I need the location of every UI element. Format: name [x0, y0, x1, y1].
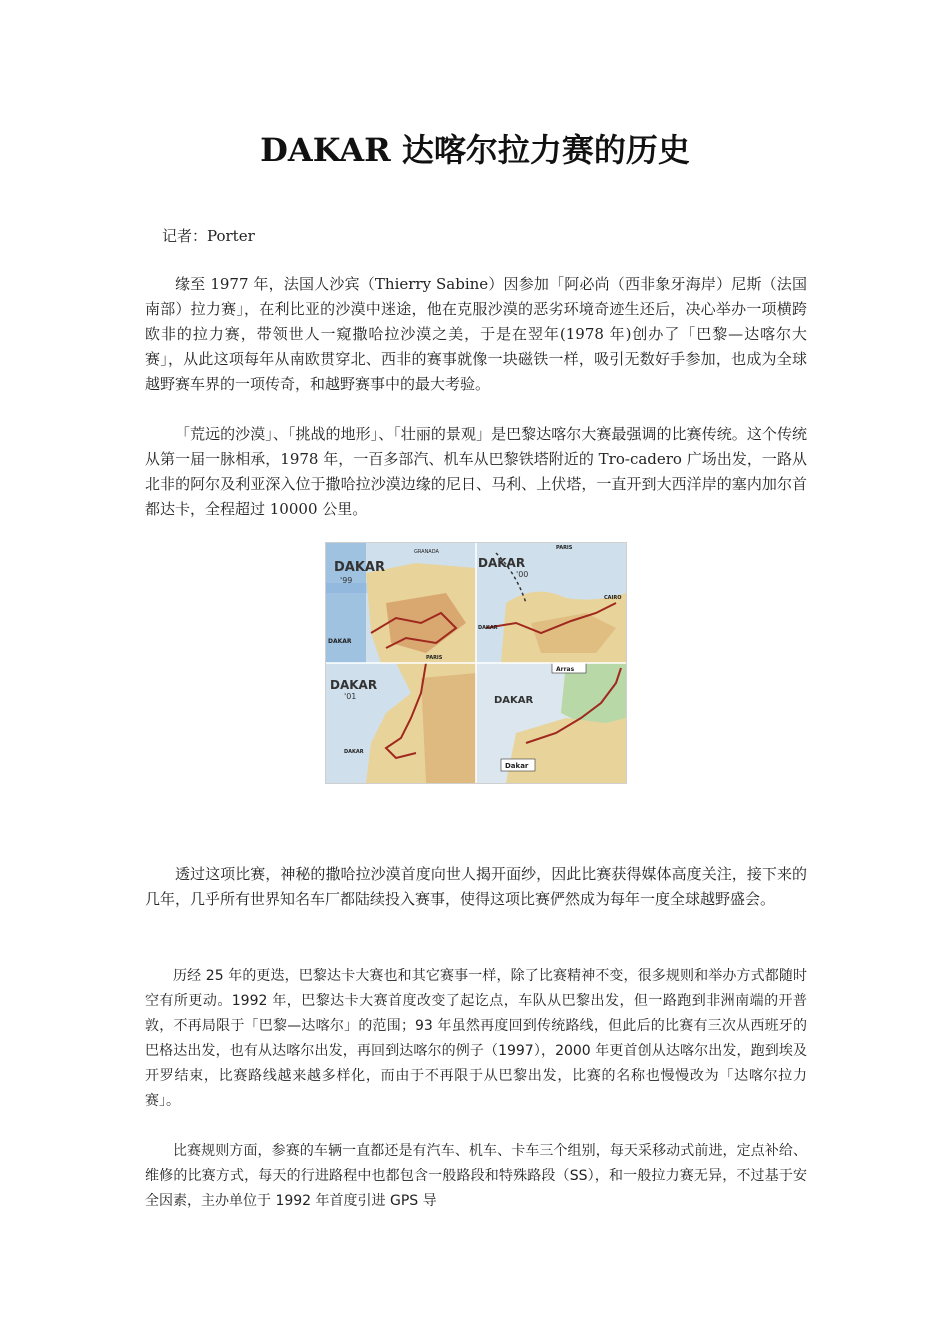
map-panel-2002	[476, 663, 626, 783]
route-maps-image	[326, 543, 626, 783]
panel-2001-logo: DAKAR	[330, 678, 378, 692]
panel-2002-logo: DAKAR	[494, 695, 534, 706]
label-granada: GRANADA	[414, 549, 439, 555]
map-panel-1999	[326, 543, 476, 663]
paragraph-tradition: 「荒远的沙漠」、「挑战的地形」、「壮丽的景观」是巴黎达喀尔大赛最强调的比赛传统。这个传统从第一届一脉相承，1978 年，一百多部汽、机车从巴黎铁塔附近的 Tro-cadero 广场出发，一路从北非的阿尔及利亚深入位于撒哈拉沙漠边缘的尼日、马利、上伏塔，一直开到大西洋岸的塞内加尔首都达卡，全程超过 10000 公里。	[145, 425, 807, 518]
label-cairo: CAIRO	[604, 595, 622, 601]
document-title: DAKAR 达喀尔拉力赛的历史	[260, 131, 690, 169]
reporter-byline: 记者：Porter	[162, 227, 255, 245]
rally-route-maps-figure	[325, 542, 627, 784]
panel-2000-year: '00	[516, 570, 529, 579]
paragraph-media-attention: 透过这项比赛，神秘的撒哈拉沙漠首度向世人揭开面纱，因此比赛获得媒体高度关注，接下来的几年，几乎所有世界知名车厂都陆续投入赛事，使得这项比赛俨然成为每年一度全球越野盛会。	[145, 865, 807, 908]
label-dakar-1999: DAKAR	[328, 638, 352, 645]
label-paris-2001: PARIS	[426, 655, 443, 661]
label-dakar-2001: DAKAR	[344, 749, 364, 755]
label-paris-2000: PARIS	[556, 545, 573, 551]
panel-1999-logo: DAKAR	[334, 560, 385, 575]
label-dakar-2000: DAKAR	[478, 625, 498, 631]
map-panel-2000	[476, 543, 626, 663]
panel-2001-year: '01	[344, 692, 357, 701]
label-dakar-box: Dakar	[505, 762, 529, 770]
label-arras: Arras	[556, 666, 575, 673]
panel-1999-year: '99	[340, 576, 353, 585]
paragraph-rules: 比赛规则方面，参赛的车辆一直都还是有汽车、机车、卡车三个组别，每天采移动式前进，定点补给、维修的比赛方式，每天的行进路程中也都包含一般路段和特殊路段（SS），和一般拉力赛无异，不过基于安全因素，主办单位于 1992 年首度引进 GPS 导	[145, 1143, 807, 1209]
paragraph-origin: 缘至 1977 年，法国人沙宾（Thierry Sabine）因参加「阿必尚（西非象牙海岸）尼斯（法国南部）拉力赛」，在利比亚的沙漠中迷途，他在克服沙漠的恶劣环境奇迹生还后，决心举办一项横跨欧非的拉力赛，带领世人一窥撒哈拉沙漠之美，于是在翌年(1978 年)创办了「巴黎—达喀尔大赛」，从此这项每年从南欧贯穿北、西非的赛事就像一块磁铁一样，吸引无数好手参加，也成为全球越野赛车界的一项传奇，和越野赛事中的最大考验。	[145, 275, 807, 393]
panel-2000-logo: DAKAR	[478, 556, 526, 570]
paragraph-route-changes: 历经 25 年的更迭，巴黎达卡大赛也和其它赛事一样，除了比赛精神不变，很多规则和举办方式都随时空有所更动。1992 年，巴黎达卡大赛首度改变了起讫点，车队从巴黎出发，但一路跑到非洲南端的开普敦，不再局限于「巴黎—达喀尔」的范围；93 年虽然再度回到传统路线，但此后的比赛有三次从西班牙的巴格达出发，也有从达喀尔出发，再回到达喀尔的例子（1997），2000 年更首创从达喀尔出发，跑到埃及开罗结束，比赛路线越来越多样化，而由于不再限于从巴黎出发，比赛的名称也慢慢改为「达喀尔拉力赛」。	[145, 968, 807, 1109]
map-panel-2001	[326, 655, 476, 783]
